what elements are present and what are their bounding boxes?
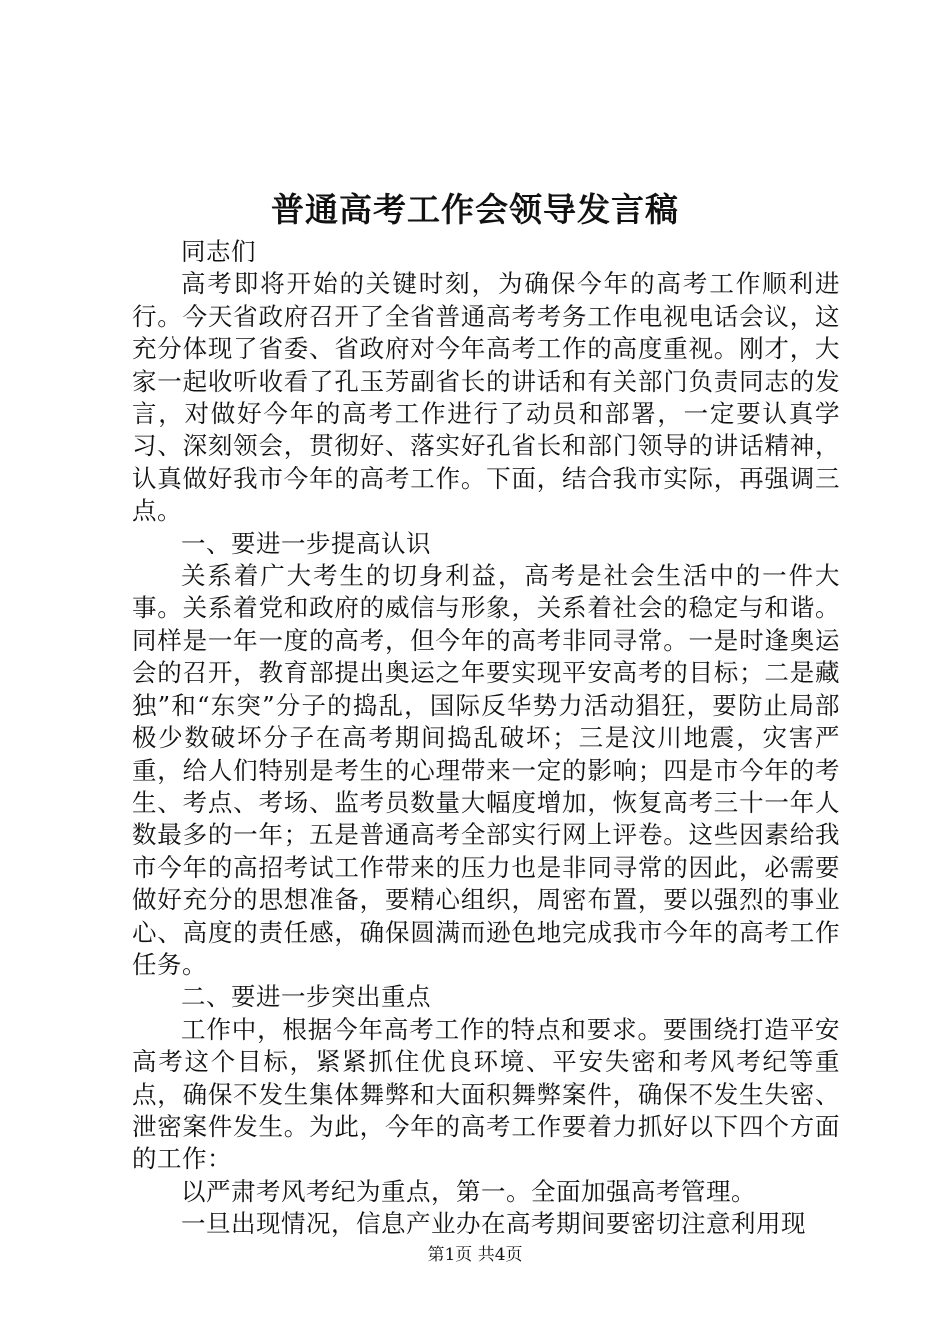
body-paragraph: 一旦出现情况，信息产业办在高考期间要密切注意利用现 xyxy=(181,1209,806,1239)
section-heading: 二、要进一步突出重点 xyxy=(181,982,431,1012)
salutation: 同志们 xyxy=(181,237,256,266)
document-title: 普通高考工作会领导发言稿 xyxy=(271,190,679,229)
body-paragraph: 工作中，根据今年高考工作的特点和要求。要围绕打造平安高考这个目标，紧紧抓住优良环境、平安失密和考风考纪等重点，确保不发生集体舞弊和大面积舞弊案件，确保不发生失密、泄密案件发生。为此，今年的高考工作要着力抓好以下四个方面的工作： xyxy=(132,1014,840,1174)
body-paragraph: 以严肃考风考纪为重点，第一。全面加强高考管理。 xyxy=(181,1176,756,1206)
section-heading: 一、要进一步提高认识 xyxy=(181,528,431,558)
body-paragraph: 关系着广大考生的切身利益，高考是社会生活中的一件大事。关系着党和政府的威信与形象，关系着社会的稳定与和谐。同样是一年一度的高考，但今年的高考非同寻常。一是时逢奥运会的召开，教育部提出奥运之年要实现平安高考的目标；二是藏独”和“东突”分子的捣乱，国际反华势力活动猖狂，要防止局部极少数破坏分子在高考期间捣乱破坏；三是汶川地震，灾害严重，给人们特别是考生的心理带来一定的影响；四是市今年的考生、考点、考场、监考员数量大幅度增加，恢复高考三十一年人数最多的一年；五是普通高考全部实行网上评卷。这些因素给我市今年的高招考试工作带来的压力也是非同寻常的因此，必需要做好充分的思想准备，要精心组织，周密布置，要以强烈的事业心、高度的责任感，确保圆满而逊色地完成我市今年的高考工作任务。 xyxy=(132,561,840,979)
page-footer: 第1页 共4页 xyxy=(427,1245,523,1265)
document-body xyxy=(132,236,840,1241)
body-paragraph: 高考即将开始的关键时刻，为确保今年的高考工作顺利进行。今天省政府召开了全省普通高考考务工作电视电话会议，这充分体现了省委、省政府对今年高考工作的高度重视。刚才，大家一起收听收看了孔玉芳副省长的讲话和有关部门负责同志的发言，对做好今年的高考工作进行了动员和部署，一定要认真学习、深刻领会，贯彻好、落实好孔省长和部门领导的讲话精神，认真做好我市今年的高考工作。下面，结合我市实际，再强调三点。 xyxy=(132,269,840,526)
